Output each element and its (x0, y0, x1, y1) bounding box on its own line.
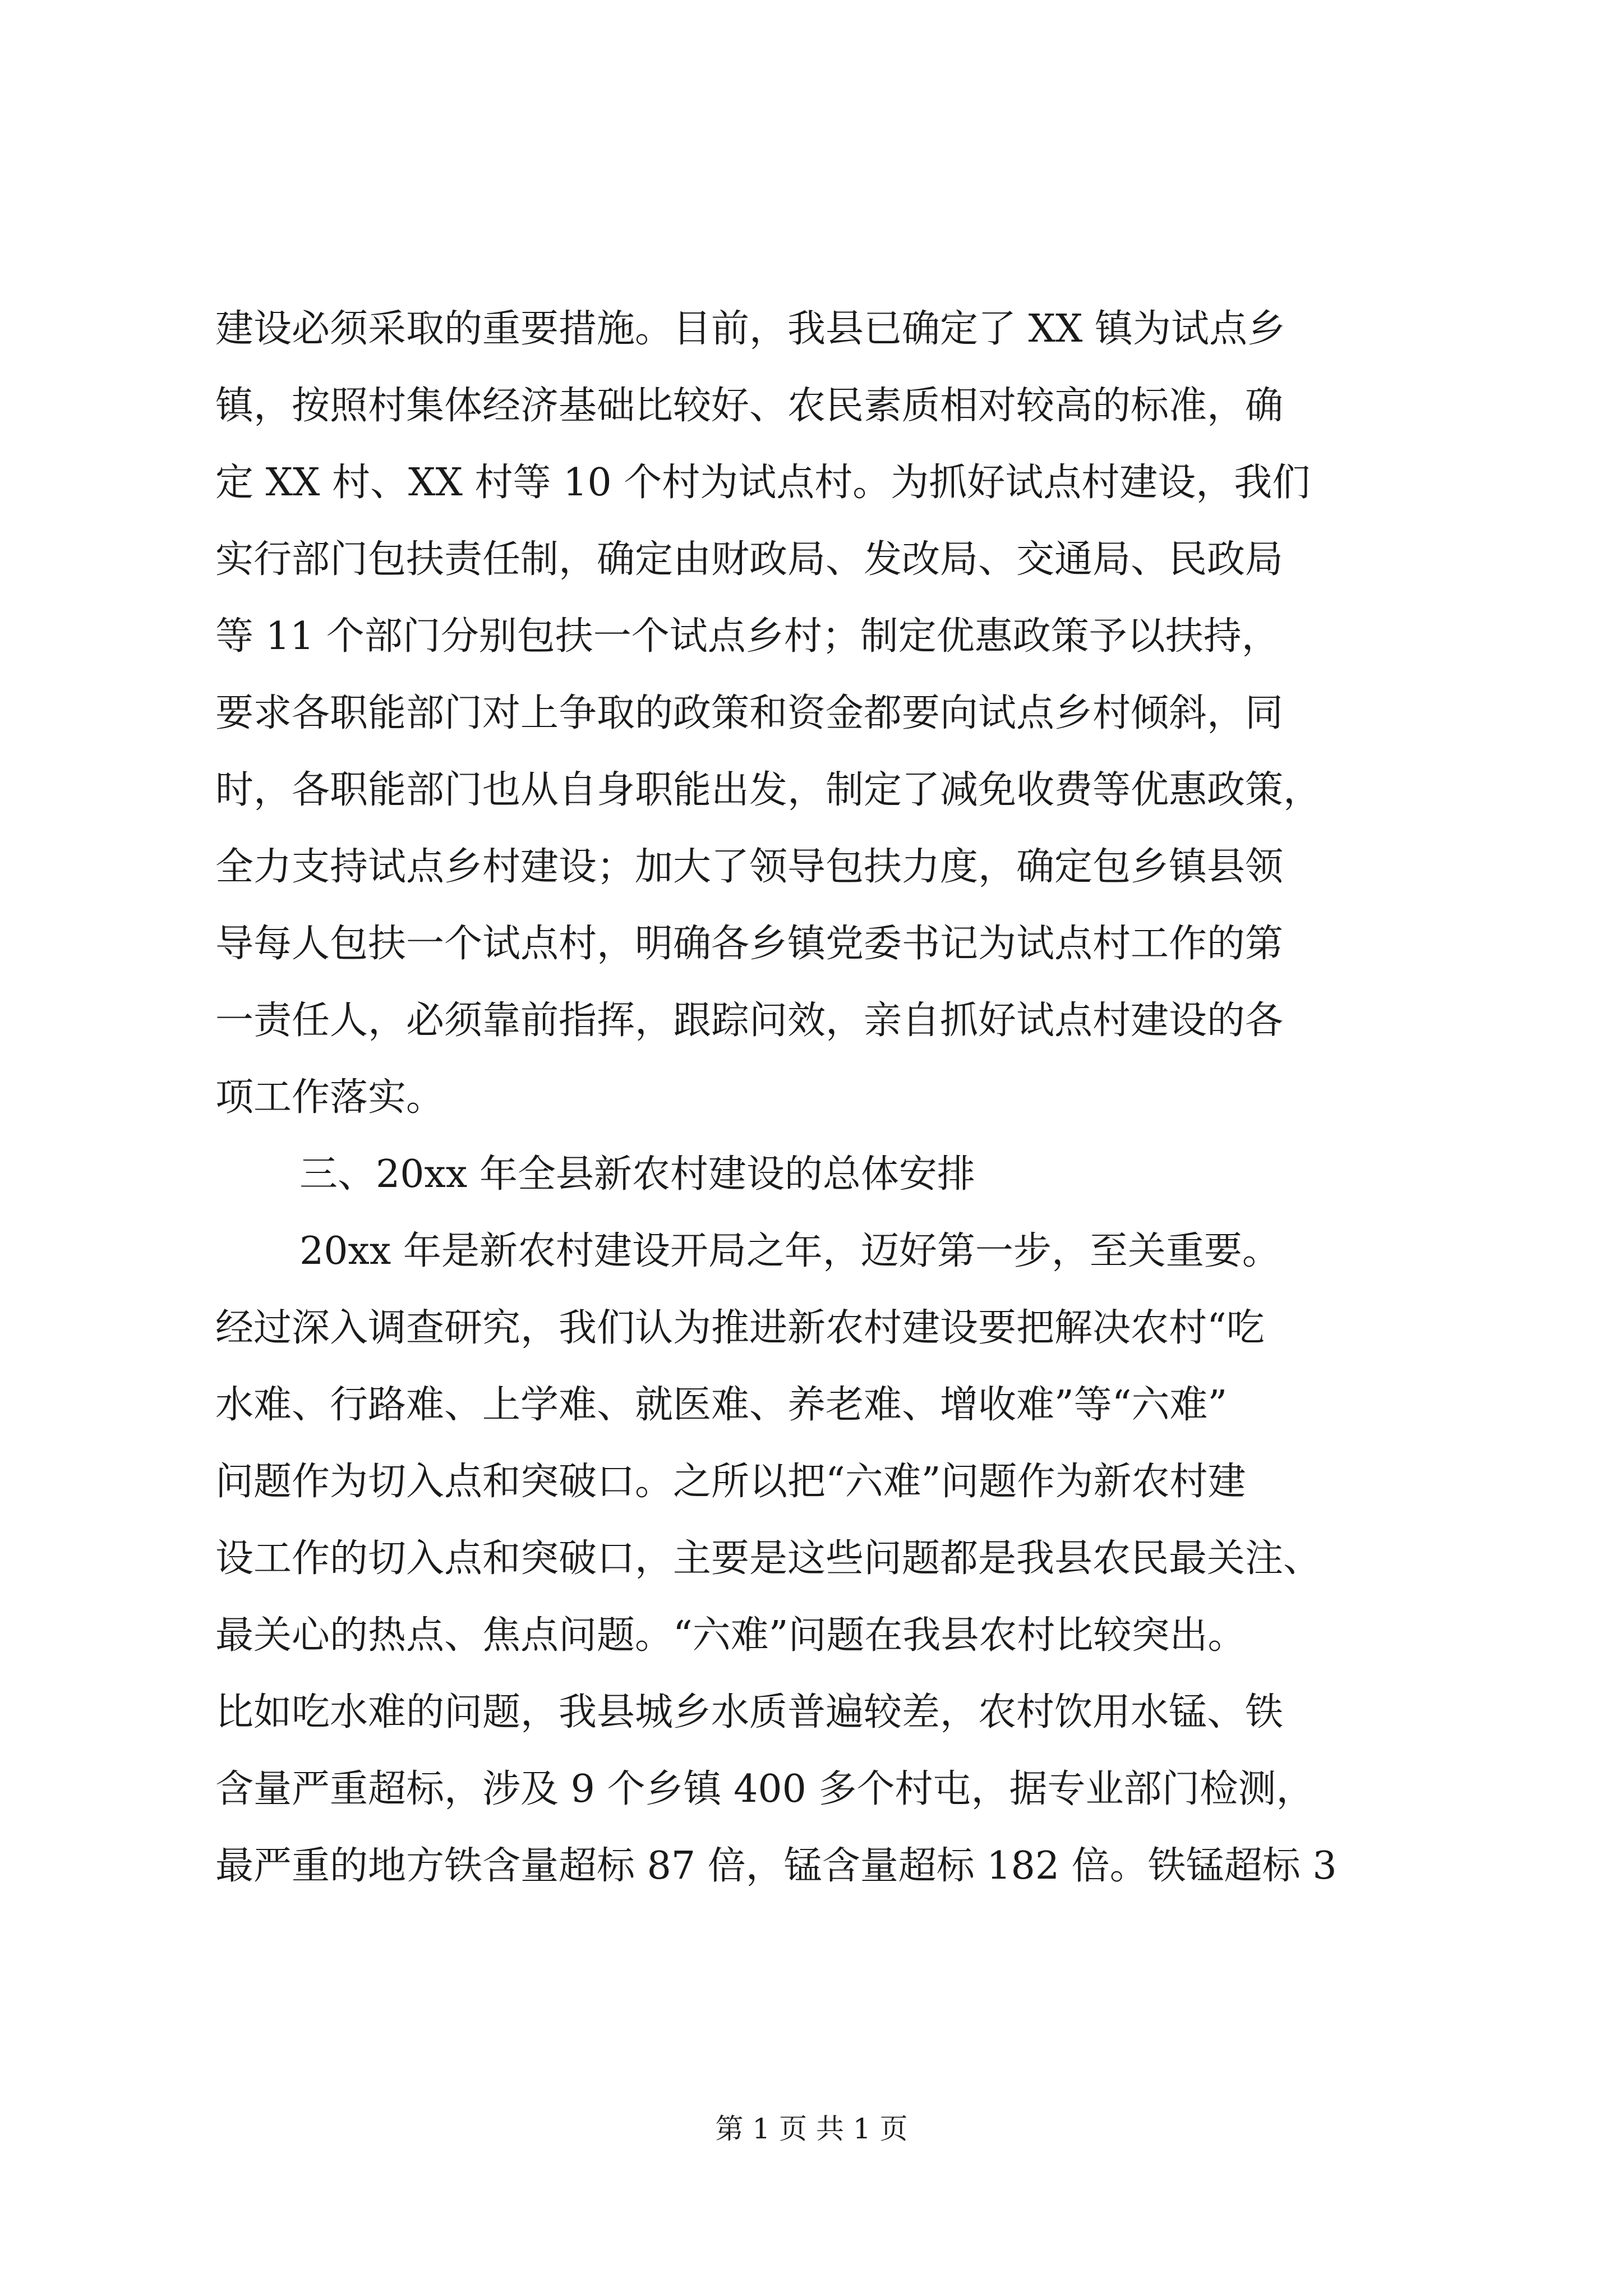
body-line-19: 比如吃水难的问题，我县城乡水质普遍较差，农村饮用水锰、铁 (215, 1690, 1284, 1734)
body-line-13: 20xx 年是新农村建设开局之年，迈好第一步，至关重要。 (299, 1229, 1280, 1273)
body-line-4: 实行部门包扶责任制，确定由财政局、发改局、交通局、民政局 (215, 537, 1284, 582)
body-line-10: 一责任人，必须靠前指挥，跟踪问效，亲自抓好试点村建设的各 (215, 999, 1284, 1043)
body-line-1: 建设必须采取的重要措施。目前，我县已确定了 XX 镇为试点乡 (215, 307, 1286, 351)
body-line-14: 经过深入调查研究，我们认为推进新农村建设要把解决农村“吃 (215, 1306, 1265, 1350)
body-line-7: 时，各职能部门也从自身职能出发，制定了减免收费等优惠政策， (215, 768, 1322, 812)
body-line-8: 全力支持试点乡村建设；加大了领导包扶力度，确定包乡镇县领 (215, 845, 1284, 889)
body-line-21: 最严重的地方铁含量超标 87 倍，锰含量超标 182 倍。铁锰超标 3 (215, 1844, 1337, 1888)
body-line-6: 要求各职能部门对上争取的政策和资金都要向试点乡村倾斜，同 (215, 691, 1284, 735)
body-line-17: 设工作的切入点和突破口，主要是这些问题都是我县农民最关注、 (215, 1536, 1322, 1581)
page-footer: 第 1 页 共 1 页 (715, 2113, 908, 2145)
body-line-2: 镇，按照村集体经济基础比较好、农民素质相对较高的标准，确 (215, 384, 1284, 428)
body-line-16: 问题作为切入点和突破口。之所以把“六难”问题作为新农村建 (215, 1460, 1246, 1504)
body-line-3: 定 XX 村、XX 村等 10 个村为试点村。为抓好试点村建设，我们 (215, 461, 1311, 505)
body-line-15: 水难、行路难、上学难、就医难、养老难、增收难”等“六难” (215, 1383, 1228, 1427)
body-line-18: 最关心的热点、焦点问题。“六难”问题在我县农村比较突出。 (215, 1613, 1246, 1658)
section-heading: 三、20xx 年全县新农村建设的总体安排 (299, 1152, 975, 1197)
body-line-20: 含量严重超标，涉及 9 个乡镇 400 多个村屯，据专业部门检测， (215, 1767, 1315, 1811)
body-line-9: 导每人包扶一个试点村，明确各乡镇党委书记为试点村工作的第 (215, 922, 1284, 966)
body-line-5: 等 11 个部门分别包扶一个试点乡村；制定优惠政策予以扶持， (215, 614, 1280, 659)
body-line-11: 项工作落实。 (215, 1075, 445, 1120)
